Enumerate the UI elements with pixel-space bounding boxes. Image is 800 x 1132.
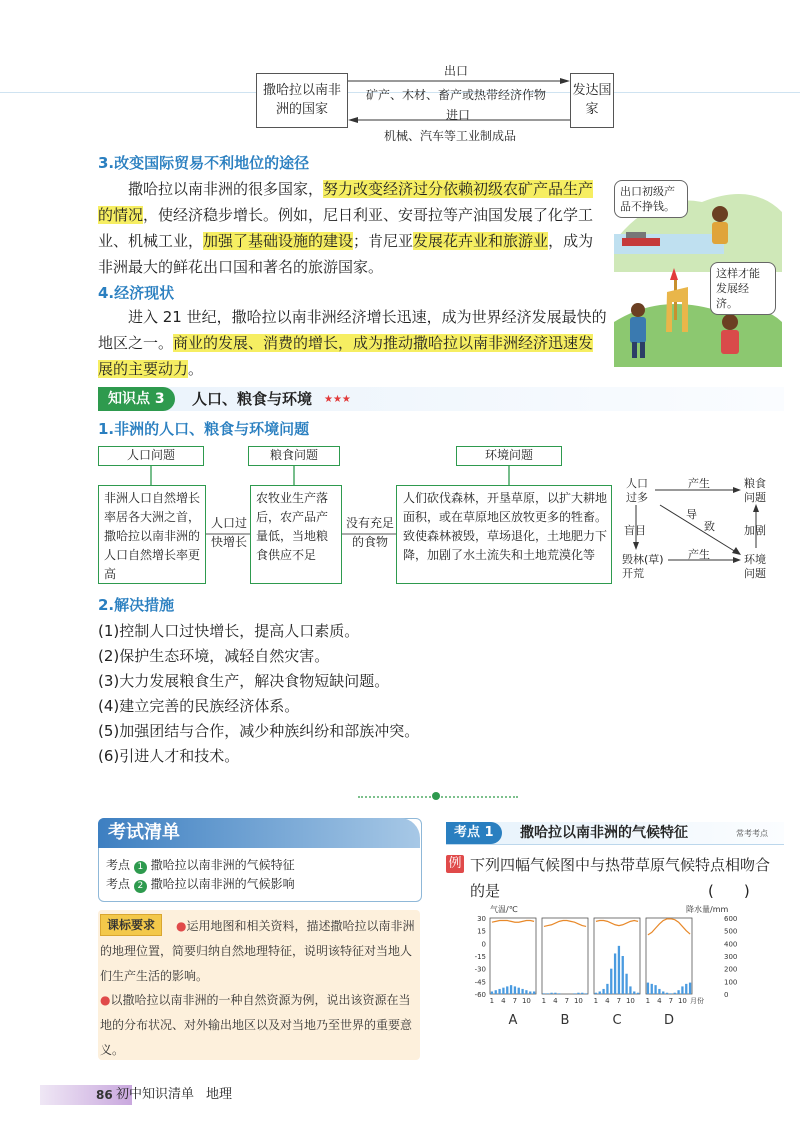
temp-tick: 0	[481, 940, 486, 949]
export-goods: 矿产、木材、畜产或热带经济作物	[366, 88, 547, 102]
footer-book: 初中知识清单	[116, 1087, 195, 1102]
precip-bar	[529, 991, 531, 994]
exam-item-2-text: 撒哈拉以南非洲的气候影响	[150, 877, 295, 891]
climate-charts	[458, 904, 758, 1028]
example-label: 例	[446, 855, 464, 873]
arrow1-label: 人口过快增长	[210, 516, 247, 549]
precip-bar	[521, 989, 523, 994]
precip-bar	[681, 986, 683, 994]
precip-bar	[651, 984, 653, 994]
precip-tick: 400	[724, 940, 738, 949]
standard-bullet-1: ●	[176, 919, 187, 933]
kaodian-tag: 常考考点	[736, 829, 768, 838]
precip-bar	[573, 993, 575, 994]
precip-bar	[647, 983, 649, 994]
precip-axis-label: 降水量/mm	[686, 905, 729, 914]
month-tick: 7	[512, 997, 518, 1005]
precip-bar	[491, 991, 493, 994]
precip-tick: 500	[724, 927, 738, 936]
climate-chart-frame	[490, 918, 536, 994]
precip-bar	[658, 989, 660, 994]
precip-bar	[622, 956, 624, 994]
precip-bar	[602, 989, 604, 994]
exam-item-1-prefix: 考点	[106, 858, 131, 872]
month-tick: 4	[657, 997, 662, 1005]
temp-tick: 15	[477, 927, 486, 936]
measure-2: (2)保护生态环境，减轻自然灾害。	[98, 647, 330, 665]
temp-axis-label: 气温/℃	[490, 905, 518, 914]
measure-4: (4)建立完善的民族经济体系。	[98, 697, 300, 715]
month-tick: 1	[593, 997, 599, 1005]
month-tick: 4	[605, 997, 610, 1005]
precip-tick: 300	[724, 953, 738, 961]
month-tick: 7	[564, 997, 570, 1005]
precip-bar	[585, 993, 587, 994]
precip-bar	[599, 991, 601, 994]
month-unit: 月份	[690, 997, 704, 1005]
chart-label-C: C	[612, 1013, 622, 1028]
example-question: 下列四幅气候图中与热带草原气候特点相吻合的是	[470, 856, 771, 900]
chart-label-B: B	[560, 1013, 570, 1028]
footer-subject: 地理	[206, 1087, 233, 1102]
month-tick: 1	[645, 997, 651, 1005]
temp-tick: -15	[474, 953, 486, 961]
temp-tick: -30	[474, 965, 486, 974]
month-tick: 10	[573, 997, 583, 1005]
precip-bar	[514, 986, 516, 994]
precip-bar	[554, 993, 556, 994]
standard-label: 课标要求	[100, 914, 162, 936]
precip-bar	[662, 991, 664, 994]
export-label: 出口	[444, 64, 469, 78]
cycle-env: 环境问题	[744, 553, 766, 580]
month-tick: 10	[521, 997, 531, 1005]
s4-highlight: 商业的发展、消费的增长，成为推动撒哈拉以南非洲经济迅速发展的主要动力	[98, 334, 594, 378]
precip-bar	[633, 991, 635, 994]
s3-text-1: 撒哈拉以南非洲的很多国家，	[128, 180, 324, 198]
exam-item-1	[106, 857, 295, 874]
cycle-forest: 毁林(草)开荒	[622, 553, 664, 580]
knowledge-title: 人口、粮食与环境	[192, 390, 313, 408]
precip-bar	[629, 986, 631, 994]
precip-bar	[525, 990, 527, 994]
measure-6: (6)引进人才和技术。	[98, 747, 240, 765]
month-tick: 10	[625, 997, 635, 1005]
precip-bar	[533, 991, 535, 994]
month-tick: 7	[616, 997, 622, 1005]
precip-bar	[670, 993, 672, 994]
k1-heading: 1.非洲的人口、粮食与环境问题	[98, 420, 310, 438]
cycle-blind: 盲目	[624, 524, 646, 537]
pop-text-box	[98, 485, 206, 584]
cycle-food: 粮食问题	[744, 477, 766, 504]
month-tick: 1	[489, 997, 495, 1005]
month-tick: 10	[677, 997, 687, 1005]
footer-page: 86	[96, 1088, 113, 1102]
cycle-pop: 人口过多	[626, 477, 648, 504]
example-bracket: ( )	[708, 882, 750, 900]
speech-bubble-2: 这样才能发展经济。	[710, 262, 776, 315]
standard-text	[100, 914, 416, 989]
precip-bar	[610, 969, 612, 994]
temp-tick: -60	[474, 991, 486, 999]
precip-bar	[625, 974, 627, 994]
precip-bar	[547, 993, 549, 994]
month-tick: 4	[501, 997, 506, 1005]
climate-chart-frame	[542, 918, 588, 994]
precip-bar	[674, 993, 676, 994]
s3-text-2: ，使经济稳步增长。例如，尼日利亚、安哥拉等产油国发展了化学工业、机械工业，	[98, 206, 594, 250]
cycle-lead: 导	[686, 508, 697, 521]
measure-5: (5)加强团结与合作，减少种族纠纷和部族冲突。	[98, 722, 420, 740]
precip-bar	[595, 993, 597, 994]
trade-left-text: 撒哈拉以南非洲的国家	[262, 83, 341, 117]
section4-heading: 4.经济现状	[98, 284, 175, 302]
precip-bar	[685, 984, 687, 994]
kaodian-badge: 考点 1	[446, 822, 502, 844]
standard-text-1: 运用地图和相关资料，描述撒哈拉以南非洲的地理位置，简要归纳自然地理特征，说明该特征对当地人们生产生活的影响。	[100, 919, 415, 983]
knowledge-badge: 知识点 3	[98, 387, 175, 411]
standard-bullet-2: ●	[100, 993, 111, 1007]
s3-highlight-1: 努力改变经济过分依赖初级农矿产品生产的情况	[98, 180, 594, 224]
kaodian-title: 撒哈拉以南非洲的气候特征	[520, 825, 688, 841]
precip-bar	[581, 993, 583, 994]
precip-bar	[689, 983, 691, 994]
precip-bar	[577, 993, 579, 994]
food-text-box	[250, 485, 342, 584]
precip-bar	[558, 993, 560, 994]
s4-text-2: 。	[188, 360, 204, 378]
precip-tick: 0	[724, 991, 729, 999]
precip-bar	[666, 993, 668, 994]
precip-bar	[618, 946, 620, 994]
s3-highlight-2: 加强了基础设施的建设	[203, 232, 354, 250]
k2-heading: 2.解决措施	[98, 596, 175, 614]
precip-bar	[510, 985, 512, 994]
exam-item-1-text: 撒哈拉以南非洲的气候特征	[150, 858, 295, 872]
cycle-produce2: 产生	[688, 548, 710, 561]
precip-bar	[502, 988, 504, 994]
import-label: 进口	[446, 108, 471, 122]
food-text: 农牧业生产落后，农产品产量低，当地粮食供应不足	[256, 491, 329, 562]
divider-dot	[432, 792, 440, 800]
env-title: 环境问题	[484, 448, 533, 462]
s3-highlight-3: 发展花卉业和旅游业	[413, 232, 549, 250]
food-title: 粮食问题	[269, 448, 318, 462]
exam-item-2	[106, 876, 295, 893]
measure-1: (1)控制人口过快增长，提高人口素质。	[98, 622, 360, 640]
cycle-produce1: 产生	[688, 477, 710, 490]
month-tick: 7	[668, 997, 674, 1005]
precip-bar	[543, 993, 545, 994]
standard-text-b	[100, 988, 416, 1063]
measure-3: (3)大力发展粮食生产，解决食物短缺问题。	[98, 672, 390, 690]
month-tick: 4	[553, 997, 558, 1005]
s3-text-4: ，成为非洲最大的鲜花出口国和著名的旅游国家。	[98, 232, 594, 276]
chart-label-D: D	[663, 1013, 675, 1028]
pop-text: 非洲人口自然增长率居各大洲之首，撒哈拉以南非洲的人口自然增长率更高	[104, 491, 201, 581]
s4-text-1: 进入 21 世纪，撒哈拉以南非洲经济增长迅速，成为世界经济发展最快的地区之一。	[98, 308, 607, 352]
exam-title: 考试清单	[108, 822, 180, 843]
env-text: 人们砍伐森林，开垦草原，以扩大耕地面积，或在草原地区放牧更多的牲畜。致使森林被毁，草场退化，土地肥力下降，加剧了水土流失和土地荒漠化等	[403, 491, 608, 562]
cycle-aggravate: 加剧	[744, 524, 766, 537]
precip-tick: 200	[724, 965, 738, 974]
precip-bar	[637, 993, 639, 994]
chart-label-A: A	[508, 1013, 518, 1028]
exam-item-2-prefix: 考点	[106, 877, 131, 891]
precip-bar	[495, 990, 497, 994]
env-text-box	[396, 485, 612, 584]
exam-item-1-num: 1	[134, 861, 147, 874]
precip-bar	[518, 988, 520, 994]
precip-bar	[606, 984, 608, 994]
precip-bar	[506, 986, 508, 994]
temp-tick: -45	[474, 978, 486, 987]
knowledge-stars: ★★★	[324, 394, 351, 405]
exam-item-2-num: 2	[134, 880, 147, 893]
precip-bar	[677, 990, 679, 994]
pop-title: 人口问题	[126, 448, 175, 462]
standard-text-2: 以撒哈拉以南非洲的一种自然资源为例，说出该资源在当地的分布状况、对外输出地区以及对当地乃至世界的重要意义。	[100, 993, 413, 1057]
precip-tick: 600	[724, 915, 738, 923]
precip-bar	[614, 953, 616, 994]
s3-text-3: ；肯尼亚	[353, 232, 414, 250]
section3-heading: 3.改变国际贸易不利地位的途径	[98, 154, 310, 172]
precip-bar	[654, 985, 656, 994]
climate-chart-frame	[594, 918, 640, 994]
precip-bar	[550, 993, 552, 994]
speech-bubble-1: 出口初级产品不挣钱。	[614, 180, 688, 218]
cycle-cause: 致	[704, 520, 715, 533]
precip-bar	[498, 989, 500, 994]
import-goods: 机械、汽车等工业制成品	[384, 129, 517, 143]
month-tick: 1	[541, 997, 547, 1005]
precip-tick: 100	[724, 978, 738, 987]
arrow2-label: 没有充足的食物	[345, 516, 394, 549]
temp-tick: 30	[477, 915, 486, 923]
trade-right-text: 发达国家	[572, 83, 612, 117]
